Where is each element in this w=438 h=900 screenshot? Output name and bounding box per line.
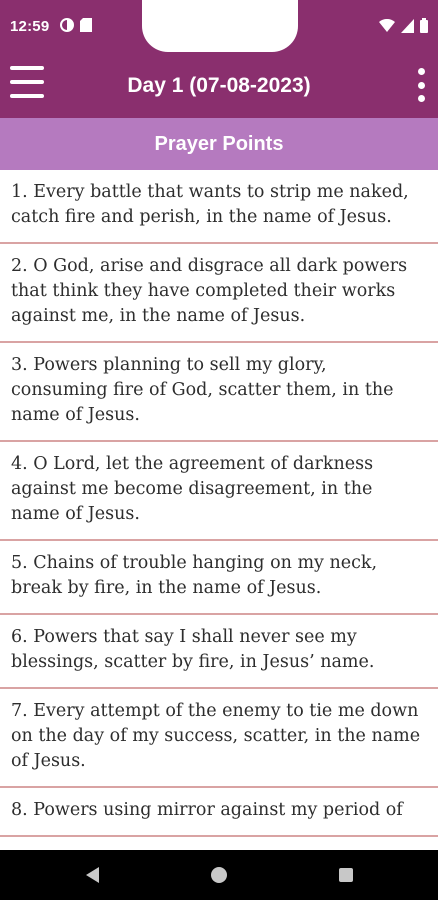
- prayer-points-list[interactable]: [0, 170, 438, 850]
- list-item[interactable]: 7. Every attempt of the enemy to tie me down on the day of my success, scatter, in the name of Jesus.: [0, 689, 438, 788]
- list-item[interactable]: 1. Every battle that wants to strip me naked, catch fire and perish, in the name of Jesus.: [0, 170, 438, 244]
- section-header: Prayer Points: [0, 118, 438, 170]
- list-item[interactable]: 6. Powers that say I shall never see my blessings, scatter by fire, in Jesus’ name.: [0, 615, 438, 689]
- list-item[interactable]: 3. Powers planning to sell my glory, consuming fire of God, scatter them, in the name of Jesus.: [0, 343, 438, 442]
- system-nav-bar: [0, 850, 438, 900]
- battery-icon: [420, 18, 428, 38]
- list-item[interactable]: 2. O God, arise and disgrace all dark powers that think they have completed their works against me, in the name of Jesus.: [0, 244, 438, 343]
- data-saver-icon: [60, 18, 74, 32]
- home-icon[interactable]: [211, 867, 227, 883]
- list-item[interactable]: 5. Chains of trouble hanging on my neck, break by fire, in the name of Jesus.: [0, 541, 438, 615]
- app-bar: [0, 52, 438, 118]
- more-vertical-icon[interactable]: [414, 68, 428, 102]
- wifi-icon: [379, 19, 395, 38]
- page-title: Day 1 (07-08-2023): [127, 74, 311, 97]
- status-icons-left: [60, 18, 94, 32]
- list-item[interactable]: 8. Powers using mirror against my period of: [0, 788, 438, 837]
- status-bar: [0, 0, 438, 52]
- sd-card-icon: [80, 18, 94, 32]
- camera-notch: [142, 0, 298, 52]
- list-item[interactable]: 4. O Lord, let the agreement of darkness against me become disagreement, in the name of Jesus.: [0, 442, 438, 541]
- recents-icon[interactable]: [339, 868, 353, 882]
- status-time: 12:59: [10, 18, 50, 35]
- signal-icon: [401, 19, 414, 38]
- back-icon[interactable]: [86, 867, 99, 883]
- status-icons-right: [379, 18, 428, 38]
